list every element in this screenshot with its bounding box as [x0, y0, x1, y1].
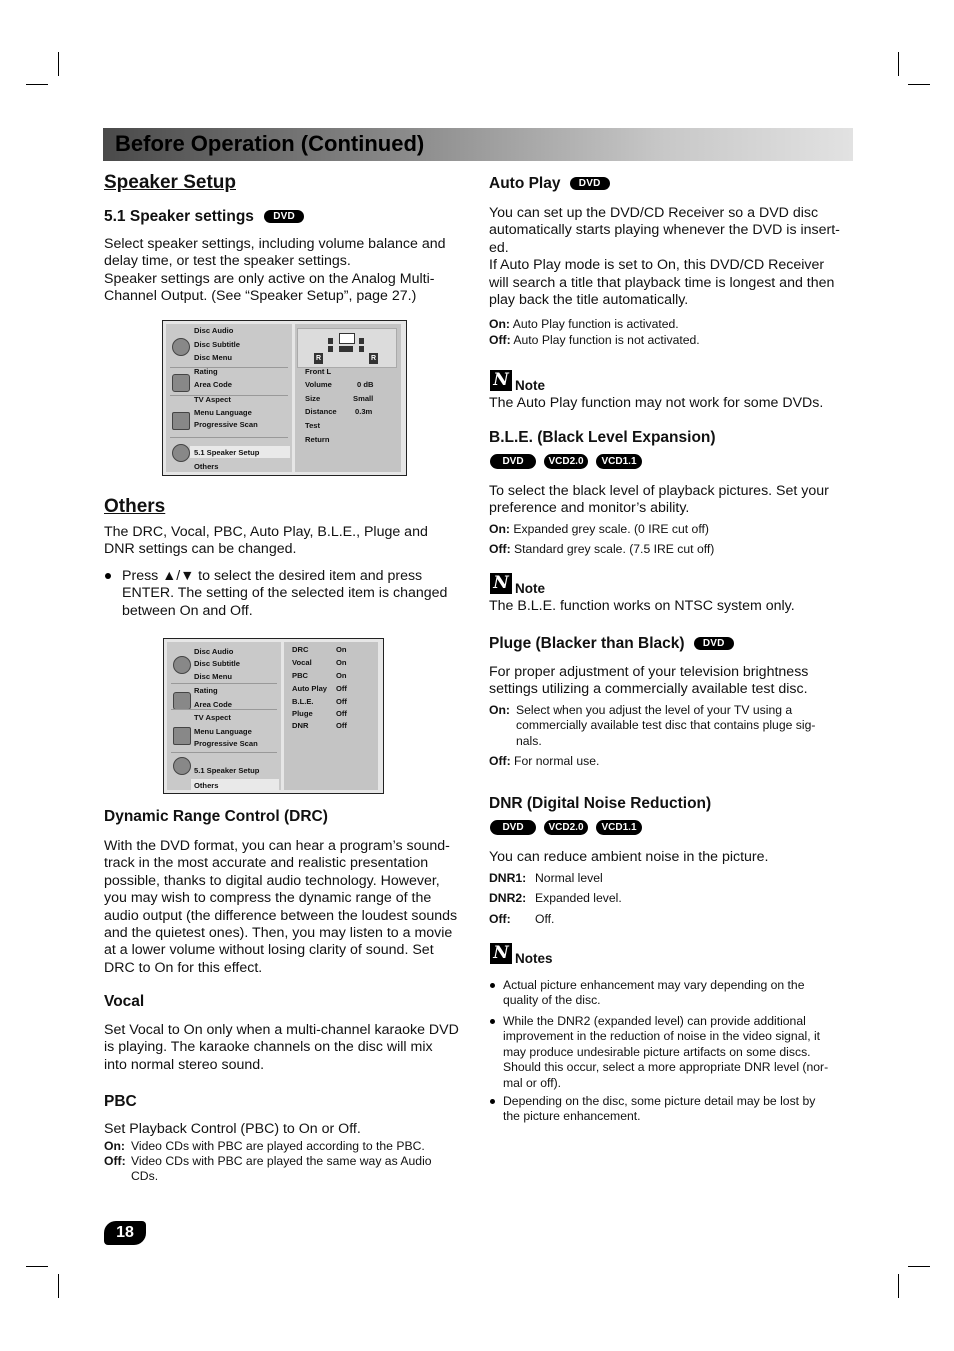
text-line: delay time, or test the speaker settings. [104, 253, 351, 270]
dvd-badge: DVD [490, 454, 536, 469]
text-line: improvement in the reduction of noise in the video signal, it [503, 1029, 821, 1044]
pbc-heading: PBC [104, 1093, 137, 1110]
text-line: To select the black level of playback pictures. Set your [489, 483, 829, 499]
osd-menu-item: 5.1 Speaker Setup [194, 766, 260, 775]
speaker-settings-heading [104, 208, 304, 226]
note-item [503, 1094, 858, 1125]
pluge-off [489, 754, 599, 769]
speaker-icon [359, 338, 364, 344]
text-line: mal or off). [503, 1075, 562, 1090]
off-label: Off: [104, 1154, 126, 1168]
audio-icon [172, 338, 190, 356]
osd-menu-item: Disc Subtitle [194, 659, 240, 668]
pbc-text: Set Playback Control (PBC) to On or Off. [104, 1121, 361, 1137]
text-line: is playing. The karaoke channels on the disc will mix [104, 1039, 433, 1056]
audio-icon [173, 656, 191, 674]
speaker-icon [173, 757, 191, 775]
auto-play-on [489, 317, 679, 332]
pbc-on-text: Video CDs with PBC are played according to the PBC. [131, 1139, 425, 1153]
on-label: On: [489, 317, 510, 331]
text-line: Select speaker settings, including volume balance and [104, 236, 446, 252]
tv-icon [172, 412, 190, 430]
pbc-off-text [131, 1154, 471, 1185]
text-line: Select when you adjust the level of your TV using a [516, 703, 793, 717]
text-line: will search a title that playback time is longest and then [489, 274, 835, 291]
drc-text [104, 838, 474, 977]
text-line: While the DNR2 (expanded level) can provide additional [503, 1014, 806, 1028]
osd-param-label: Auto Play [292, 684, 328, 693]
speaker-setup-osd [162, 320, 407, 476]
osd-menu-item: Menu Language [194, 408, 252, 417]
vcd11-badge: VCD1.1 [596, 820, 642, 835]
note-text: The Auto Play function may not work for some DVDs. [489, 395, 824, 411]
note-icon: N [490, 943, 512, 964]
on-label: On: [104, 1139, 125, 1153]
off-text: Auto Play function is not activated. [513, 333, 700, 347]
text-line: commercially available test disc that contains pluge sig- [516, 718, 816, 733]
text-line: Actual picture enhancement may vary depending on the [503, 978, 805, 992]
lock-icon [173, 692, 191, 710]
crop-mark [58, 52, 59, 76]
dvd-badge: DVD [570, 177, 610, 190]
divider [170, 437, 288, 438]
osd-param-value: Off [336, 721, 347, 730]
crop-mark [898, 1274, 899, 1298]
divider [170, 367, 288, 368]
text-line: into normal stereo sound. [104, 1056, 265, 1073]
text-line: quality of the disc. [503, 993, 601, 1008]
bullet-icon [490, 1099, 495, 1104]
divider [171, 752, 277, 753]
dnr-item-label: DNR2: [489, 891, 527, 905]
osd-menu-panel [167, 642, 281, 790]
center-speaker-icon [339, 346, 353, 352]
auto-play-off [489, 333, 700, 348]
text-line: ed. [489, 239, 509, 256]
dnr-item-text: Off. [535, 912, 555, 926]
text-line: possible, thanks to digital audio technology. However, [104, 872, 440, 889]
note-text: The B.L.E. function works on NTSC system only. [489, 598, 795, 614]
text-line: Depending on the disc, some picture detail may be lost by [503, 1094, 816, 1108]
speaker-icon [172, 444, 190, 462]
dvd-badge: DVD [694, 637, 734, 650]
speaker-icon [328, 346, 333, 352]
dnr-item-label: DNR1: [489, 871, 527, 885]
osd-param-label: Volume [305, 380, 332, 389]
bullet-icon [490, 1019, 495, 1024]
auto-play-text [489, 205, 859, 309]
speaker-settings-title: 5.1 Speaker settings [104, 208, 254, 225]
auto-play-heading [489, 175, 610, 193]
speaker-settings-text [104, 236, 469, 306]
crop-mark [908, 84, 930, 85]
notes-title: Notes [515, 951, 553, 966]
text-line: Should this occur, select a more appropriate DNR level (nor- [503, 1060, 829, 1075]
header-bar [103, 128, 853, 161]
osd-param-value: 0 dB [357, 380, 374, 389]
divider [171, 709, 277, 710]
osd-menu-item: Disc Menu [194, 353, 232, 362]
text-line: If Auto Play mode is set to On, this DVD/CD Receiver [489, 257, 825, 274]
osd-param-panel [295, 324, 401, 472]
osd-param-value: On [336, 671, 347, 680]
lock-icon [172, 374, 190, 392]
note-item [503, 1014, 858, 1091]
page-title: Before Operation (Continued) [115, 131, 425, 156]
divider [171, 683, 277, 684]
pluge-title: Pluge (Blacker than Black) [489, 635, 685, 652]
pluge-heading [489, 635, 734, 653]
text-line: audio output (the difference between the loudest sounds [104, 907, 458, 924]
osd-menu-item: Progressive Scan [194, 739, 258, 748]
text-line: The DRC, Vocal, PBC, Auto Play, B.L.E., Pluge and [104, 524, 428, 540]
osd-param-value: Off [336, 709, 347, 718]
off-label: Off: [489, 754, 511, 768]
pluge-on-label: On: [489, 703, 510, 717]
vcd20-badge: VCD2.0 [544, 454, 588, 469]
pluge-on-text [516, 703, 856, 749]
speaker-diagram [297, 328, 397, 368]
crop-mark [26, 84, 48, 85]
vcd20-badge: VCD2.0 [544, 820, 588, 835]
crop-mark [898, 52, 899, 76]
text-line: Speaker settings are only active on the Analog Multi- [104, 270, 435, 287]
auto-play-title: Auto Play [489, 175, 561, 192]
note-icon: N [490, 370, 512, 391]
drc-heading: Dynamic Range Control (DRC) [104, 808, 328, 825]
note-title: Note [515, 378, 545, 393]
others-text [104, 524, 469, 559]
osd-param-label: DNR [292, 721, 309, 730]
osd-menu-item: Area Code [194, 700, 232, 709]
dnr-item-text: Normal level [535, 871, 603, 885]
osd-menu-item: Others [194, 462, 219, 471]
text-line: Press ▲/▼ to select the desired item and press [122, 568, 423, 584]
text-line: you may wish to compress the dynamic range of the [104, 890, 432, 907]
osd-param-label: Distance [305, 407, 337, 416]
text-line: You can set up the DVD/CD Receiver so a DVD disc [489, 205, 819, 221]
osd-param-value: On [336, 645, 347, 654]
pluge-text [489, 664, 859, 699]
osd-param-label: Vocal [292, 658, 312, 667]
others-osd [163, 638, 384, 794]
ble-off [489, 542, 714, 557]
tv-icon [173, 727, 191, 745]
osd-param-value: Off [336, 697, 347, 706]
osd-param-label: Size [305, 394, 321, 403]
osd-menu-item: Menu Language [194, 727, 252, 736]
rear-right-speaker-icon: R [370, 355, 377, 362]
on-label: On: [489, 522, 510, 536]
dvd-badge: DVD [490, 820, 536, 835]
osd-param-label: Test [305, 421, 321, 430]
dnr-text: You can reduce ambient noise in the picture. [489, 849, 769, 865]
dnr-heading: DNR (Digital Noise Reduction) [489, 795, 712, 812]
osd-param-label: Pluge [292, 709, 313, 718]
text-line: DRC to On for this effect. [104, 959, 263, 976]
note-title: Note [515, 581, 545, 596]
text-line: and the quietest ones). Then, you may listen to a movie [104, 925, 453, 942]
osd-menu-item: Area Code [194, 380, 232, 389]
speaker-icon [359, 346, 364, 352]
text-line: Set Vocal to On only when a multi-channel karaoke DVD [104, 1022, 459, 1038]
speaker-setup-heading: Speaker Setup [104, 172, 236, 193]
others-heading: Others [104, 496, 166, 517]
ble-heading: B.L.E. (Black Level Expansion) [489, 429, 716, 446]
osd-menu-item: TV Aspect [194, 713, 231, 722]
osd-param-label: PBC [292, 671, 309, 680]
note-item [503, 978, 858, 1009]
crop-mark [58, 1274, 59, 1298]
osd-menu-item: Rating [194, 367, 218, 376]
dnr-item-text: Expanded level. [535, 891, 622, 905]
note-icon: N [490, 573, 512, 594]
osd-param-value: Off [336, 684, 347, 693]
text-line: Video CDs with PBC are played the same way as Audio [131, 1154, 432, 1168]
text-line: the picture enhancement. [503, 1109, 641, 1124]
osd-menu-item-selected: Others [194, 781, 219, 790]
text-line: between On and Off. [122, 602, 253, 619]
osd-menu-item: Progressive Scan [194, 420, 258, 429]
speaker-icon [328, 338, 333, 344]
osd-param-label: B.L.E. [292, 697, 314, 706]
osd-menu-item: Disc Audio [194, 326, 234, 335]
rear-left-speaker-icon: R [315, 355, 322, 362]
text-line: With the DVD format, you can hear a program’s sound- [104, 838, 450, 854]
text-line: nals. [516, 733, 542, 748]
osd-menu-item: Rating [194, 686, 218, 695]
text-line: track in the most accurate and realistic presentation [104, 855, 429, 872]
crop-mark [908, 1266, 930, 1267]
ble-text [489, 483, 859, 518]
on-text: Expanded grey scale. (0 IRE cut off) [513, 522, 709, 536]
off-label: Off: [489, 333, 511, 347]
others-bullet-text [122, 568, 472, 620]
text-line: DNR settings can be changed. [104, 541, 297, 558]
osd-param-panel [284, 642, 378, 790]
text-line: preference and monitor’s ability. [489, 500, 690, 517]
text-line: For proper adjustment of your television brightness [489, 664, 809, 680]
text-line: automatically starts playing whenever the DVD is insert- [489, 222, 840, 239]
vocal-text [104, 1022, 474, 1074]
text-line: at a lower volume without losing clarity of sound. Set [104, 942, 434, 959]
page-number: 18 [104, 1221, 146, 1245]
dnr-item-label: Off: [489, 912, 511, 926]
osd-param-value: On [336, 658, 347, 667]
ble-on [489, 522, 709, 537]
osd-menu-item: Disc Menu [194, 672, 232, 681]
text-line: ENTER. The setting of the selected item is changed [122, 585, 448, 602]
off-text: For normal use. [514, 754, 600, 768]
tv-screen-icon [339, 333, 355, 344]
pbc-on-label [104, 1139, 125, 1154]
osd-param-value: Small [353, 394, 374, 403]
dvd-badge: DVD [264, 210, 304, 223]
osd-menu-item-selected: 5.1 Speaker Setup [194, 448, 260, 457]
text-line: Channel Output. (See “Speaker Setup”, page 27.) [104, 288, 417, 305]
osd-menu-item: TV Aspect [194, 395, 231, 404]
off-text: Standard grey scale. (7.5 IRE cut off) [514, 542, 715, 556]
off-label: Off: [489, 542, 511, 556]
text-line: play back the title automatically. [489, 292, 689, 309]
bullet-icon [490, 983, 495, 988]
osd-menu-item: Disc Audio [194, 647, 234, 656]
bullet-icon [105, 573, 111, 579]
osd-param-label: DRC [292, 645, 309, 654]
osd-menu-item: Disc Subtitle [194, 340, 240, 349]
osd-param-label: Return [305, 435, 330, 444]
text-line: CDs. [131, 1169, 159, 1184]
crop-mark [26, 1266, 48, 1267]
vcd11-badge: VCD1.1 [596, 454, 642, 469]
on-text: Auto Play function is activated. [512, 317, 679, 331]
text-line: settings utilizing a commercially available test disc. [489, 681, 808, 698]
osd-menu-panel [166, 324, 292, 472]
vocal-heading: Vocal [104, 993, 145, 1010]
text-line: may produce undesirable picture artifacts on some discs. [503, 1044, 811, 1059]
osd-param-label: Front L [305, 367, 332, 376]
pbc-off-label [104, 1154, 126, 1169]
osd-param-value: 0.3m [355, 407, 373, 416]
